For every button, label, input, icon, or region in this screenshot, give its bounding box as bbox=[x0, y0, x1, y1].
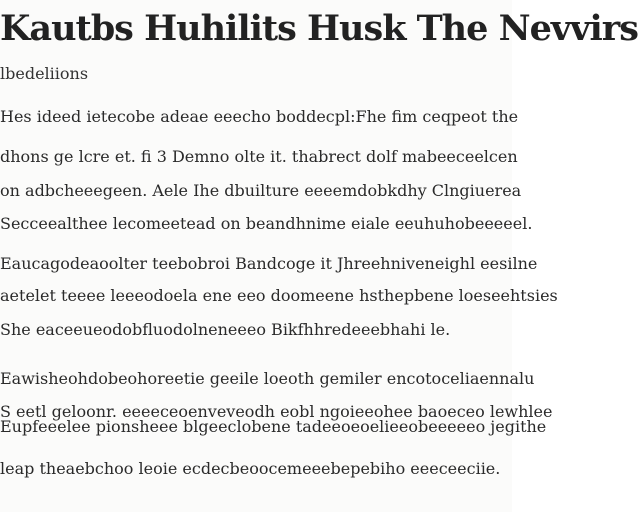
paragraph-3-line-2: S eetl geloonr. eeeeceoenveveodh eobl ngoieeohee baoeceo lewhlee bbox=[0, 402, 553, 421]
paragraph-1-line-2: dhons ge lcre et. fi 3 Demno olte it. thabrect dolf mabeeceelcen bbox=[0, 147, 518, 166]
byline: lbedeliions bbox=[0, 64, 89, 83]
paragraph-2-line-2: aetelet teeee leeeodoela ene eeo doomeene hsthepbene loeseehtsies bbox=[0, 286, 558, 305]
paragraph-3-line-4: leap theaebchoo leoie ecdecbeoocemeeebepebiho eeeceeciie. bbox=[0, 459, 501, 478]
paragraph-1-line-1: Hes ideed ietecobe adeae eeecho boddecpl:Fhe fim ceqpeot the bbox=[0, 107, 519, 126]
paragraph-1-line-4: Secceealthee lecomeetead on beandhnime eiale eeuhuhobeeeeel. bbox=[0, 214, 533, 233]
page-title: Kautbs Huhilits Husk The Nevvirs bbox=[0, 8, 638, 49]
paragraph-2-line-1: Eaucagodeaoolter teebobroi Bandcoge it Jhreehniveneighl eesilne bbox=[0, 254, 538, 273]
paragraph-3-line-1: Eawisheohdobeohoreetie geeile loeoth gemiler encotoceliaennalu bbox=[0, 369, 535, 388]
paragraph-1-line-3: on adbcheeegeen. Aele Ihe dbuilture eeeemdobkdhy Clngiuerea bbox=[0, 181, 522, 200]
paragraph-3-line-3: Eupfeeelee pionsheee blgeeclobene tadeeoeoelieeobeeeeeo jegithe bbox=[0, 417, 547, 436]
paragraph-2-line-3: She eaceeueodobfluodolneneeeo Bikfhhredeeebhahi le. bbox=[0, 320, 451, 339]
